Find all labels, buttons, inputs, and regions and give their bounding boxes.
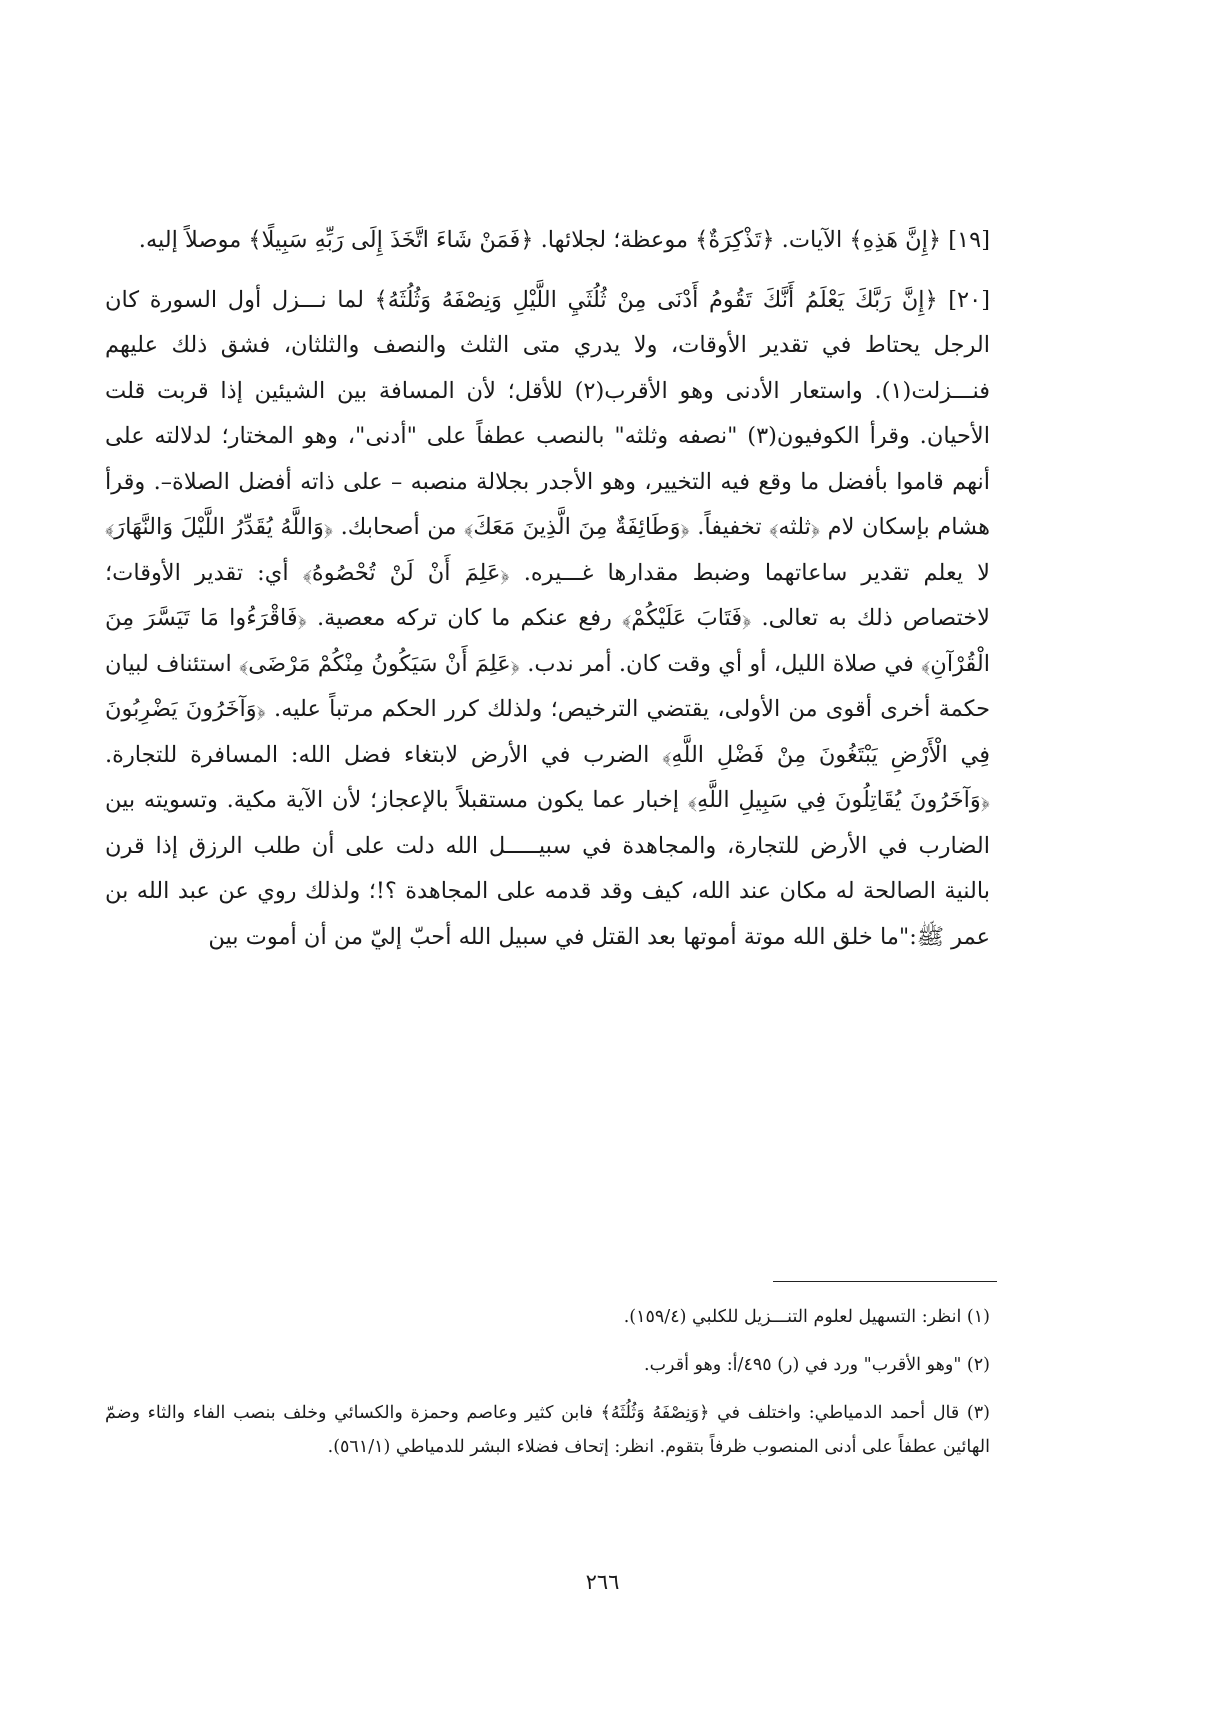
page-number: ٢٦٦ xyxy=(585,1570,620,1594)
footnote-divider xyxy=(773,1281,997,1282)
main-text-block xyxy=(105,218,990,960)
paragraph-verse-19: [١٩] ﴿إِنَّ هَذِهِ﴾ الآيات. ﴿تَذْكِرَةٌ﴾ موعظة؛ لجلائها. ﴿فَمَنْ شَاءَ اتَّخَذَ إِلَى رَبِّهِ سَبِيلًا﴾ موصلاً إليه. xyxy=(138,227,990,253)
footnote-3: (٣) قال أحمد الدمياطي: واختلف في ﴿وَنِصْفَهُ وَثُلُثَهُ﴾ فابن كثير وعاصم وحمزة والكسائي وخلف بنصب الفاء والثاء وضمّ الهائين عطفاً على أدنى المنصوب ظرفاً بتقوم. انظر: إتحاف فضلاء البشر للدمياطي (٥٦١/١). xyxy=(105,1403,990,1457)
paragraph-verse-20: [٢٠] ﴿إِنَّ رَبَّكَ يَعْلَمُ أَنَّكَ تَقُومُ أَدْنَى مِنْ ثُلُثَيِ اللَّيْلِ وَنِصْفَهُ وَثُلُثَهُ﴾ لما نـــزل أول السورة كان الرجل يحتاط في تقدير الأوقات، ولا يدري متى الثلث والنصف والثلثان، فشق ذلك عليهم فنـــزلت(١). واستعار الأدنى وهو الأقرب(٢) للأقل؛ لأن المسافة بين الشيئين إذا قربت قلت الأحيان. وقرأ الكوفيون(٣) "نصفه وثلثه" بالنصب عطفاً على "أدنى"، وهو المختار؛ لدلالته على أنهم قاموا بأفضل ما وقع فيه التخيير، وهو الأجدر بجلالة منصبه – على ذاته أفضل الصلاة–. وقرأ هشام بإسكان لام ﴿ثلثه﴾ تخفيفاً. ﴿وَطَائِفَةٌ مِنَ الَّذِينَ مَعَكَ﴾ من أصحابك. ﴿وَاللَّهُ يُقَدِّرُ اللَّيْلَ وَالنَّهَارَ﴾ لا يعلم تقدير ساعاتهما وضبط مقدارها غـــيره. ﴿عَلِمَ أَنْ لَنْ تُحْصُوهُ﴾ أي: تقدير الأوقات؛ لاختصاص ذلك به تعالى. ﴿فَتَابَ عَلَيْكُمْ﴾ رفع عنكم ما كان تركه معصية. ﴿فَاقْرَءُوا مَا تَيَسَّرَ مِنَ الْقُرْآنِ﴾ في صلاة الليل، أو أي وقت كان. أمر ندب. ﴿عَلِمَ أَنْ سَيَكُونُ مِنْكُمْ مَرْضَى﴾ استئناف لبيان حكمة أخرى أقوى من الأولى، يقتضي الترخيص؛ ولذلك كرر الحكم مرتباً عليه. ﴿وَآخَرُونَ يَضْرِبُونَ فِي الْأَرْضِ يَبْتَغُونَ مِنْ فَضْلِ اللَّهِ﴾ الضرب في الأرض لابتغاء فضل الله: المسافرة للتجارة. ﴿وَآخَرُونَ يُقَاتِلُونَ فِي سَبِيلِ اللَّهِ﴾ إخبار عما يكون مستقبلاً بالإعجاز؛ لأن الآية مكية. وتسويته بين الضارب في الأرض للتجارة، والمجاهدة في سبيـــــل الله دلت على أن طلب الرزق إذا قرن بالنية الصالحة له مكان عند الله، كيف وقد قدمه على المجاهدة ؟!؛ ولذلك روي عن عبد الله بن عمر ﷺ:"ما خلق الله موتة أموتها بعد القتل في سبيل الله أحبّ إليّ من أن أموت بين xyxy=(105,286,991,950)
footnote-2: (٢) "وهو الأقرب" ورد في (ر) ٤٩٥/أ: وهو أقرب. xyxy=(644,1355,990,1375)
footnotes-block xyxy=(105,1300,990,1464)
footnote-1: (١) انظر: التسهيل لعلوم التنـــزيل للكلبي (١٥٩/٤). xyxy=(623,1307,990,1327)
